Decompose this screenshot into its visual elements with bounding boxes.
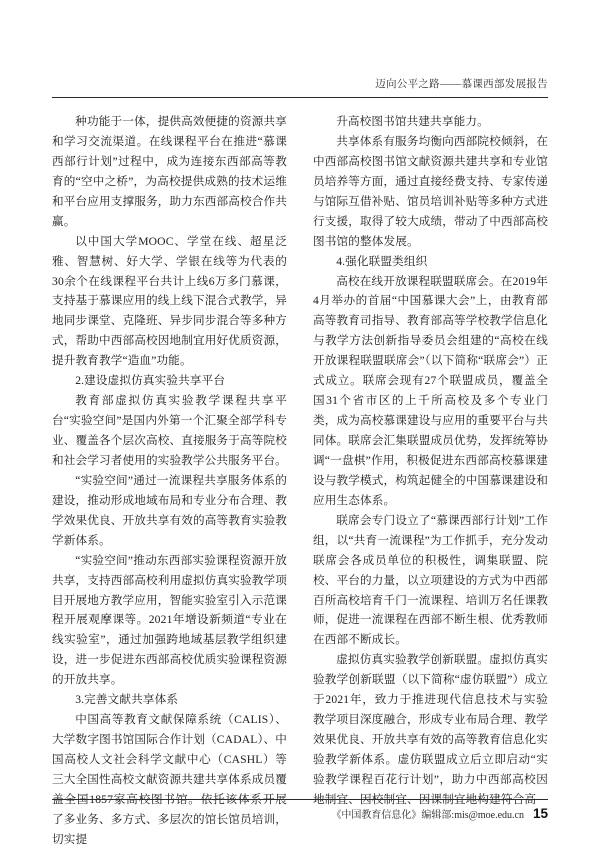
paragraph: 教育部虚拟仿真实验教学课程共享平台“实验空间”是国内外第一个汇聚全部学科专业、覆盖各个层次高校、直接服务于高等院校和社会学习者使用的实验教学公共服务平台。 <box>52 394 287 467</box>
left-column <box>52 112 287 846</box>
section-heading: 2.建设虚拟仿真实验共享平台 <box>75 374 226 388</box>
footer-divider <box>52 799 548 800</box>
paragraph: 高校在线开放课程联盟联席会。在2019年4月举办的首届“中国慕课大会”上，由教育部高等教育司指导、教育部高等学校教学信息化与教学方法创新指导委员会组建的“高校在线开放课程联盟联席会”（以下简称“联席会”）正式成立。联席会现有27个联盟成员，覆盖全国31个省市区的上千所高校及多个专业门类，成为高校慕课建设与应用的重要平台与共同体。联席会汇集联盟成员优势，发挥统筹协调“一盘棋”作用，积极促进东西部高校慕课建设与教学模式，构筑起健全的中国慕课建设和应用生态体系。 <box>313 274 548 507</box>
paragraph: 中国高等教育文献保障系统（CALIS）、大学数字图书馆国际合作计划（CADAL）、中国高校人文社会科学文献中心（CASHL）等三大全国性高校文献资源共建共享体系成员覆盖全国1857家高校图书馆。依托该体系开展了多业务、多方式、多层次的馆长馆员培训，切实提 <box>52 713 287 846</box>
header-divider <box>52 97 548 98</box>
paragraph: 联席会专门设立了“慕课西部行计划”工作组，以“共育一流课程”为工作抓手，充分发动联席会各成员单位的积极性，调集联盟、院校、平台的力量，以立项建设的方式为中西部百所高校培育千门一流课程、培训万名任课教师，促进一流课程在西部不断生根、优秀教师在西部不断成长。 <box>313 513 548 647</box>
paragraph: “实验空间”通过一流课程共享服务体系的建设，推动形成地域布局和专业分布合理、教学效果优良、开放共享有效的高等教育实验教学新体系。 <box>52 473 287 547</box>
right-column <box>313 112 548 806</box>
paragraph: 升高校图书馆共建共享能力。 <box>336 115 489 128</box>
running-header: 迈向公平之路——慕课西部发展报告 <box>375 79 548 90</box>
section-heading: 3.完善文献共享体系 <box>75 693 179 707</box>
paragraph: 共享体系有服务均衡向西部院校倾斜，在中西部高校图书馆文献资源共建共享和专业馆员培养等方面，通过直接经费支持、专家传递与馆际互借补贴、馆员培训补贴等多种方式进行支援，取得了较大成绩，带动了中西部高校图书馆的整体发展。 <box>313 134 548 248</box>
paragraph: 虚拟仿真实验教学创新联盟。虚拟仿真实验教学创新联盟（以下简称“虚仿联盟”）成立于2021年，致力于推进现代信息技术与实验教学项目深度融合，形成专业布局合理、教学效果优良、开放共享有效的高等教育信息化实验教学新体系。虚仿联盟成立后立即启动“实验教学课程百花行计划”，助力中西部高校因地制宜、因校制宜、因课制宜地构建符合高 <box>313 653 548 806</box>
section-heading: 4.强化联盟类组织 <box>336 254 428 268</box>
journal-contact: 《中国教育信息化》编辑部:mis@moe.edu.cn <box>331 810 524 821</box>
paragraph: 以中国大学MOOC、学堂在线、超星泛雅、智慧树、好大学、学银在线等为代表的30余个在线课程平台共计上线6万多门慕课，支持基于慕课应用的线上线下混合式教学，异地同步课堂、克隆班、异步同步混合等多种方式，帮助中西部高校因地制宜用好优质资源，提升教育教学“造血”功能。 <box>52 234 287 368</box>
paragraph: 种功能于一体，提供高效便捷的资源共享和学习交流渠道。在线课程平台在推进“慕课西部行计划”过程中，成为连接东西部高等教育的“空中之桥”，为高校提供成熟的技术运维和平台应用支撑服务，助力东西部高校合作共赢。 <box>52 115 287 228</box>
page-number: 15 <box>532 806 548 821</box>
page-footer <box>331 806 548 821</box>
paragraph: “实验空间”推动东西部实验课程资源开放共享，支持西部高校利用虚拟仿真实验教学项目开展地方教学应用，智能实验室引入示范课程开展观摩课等。2021年增设新频道“专业在线实验室”，通过加强跨地域基层教学组织建设，进一步促进东西部高校优质实验课程资源的开放共享。 <box>52 553 287 687</box>
